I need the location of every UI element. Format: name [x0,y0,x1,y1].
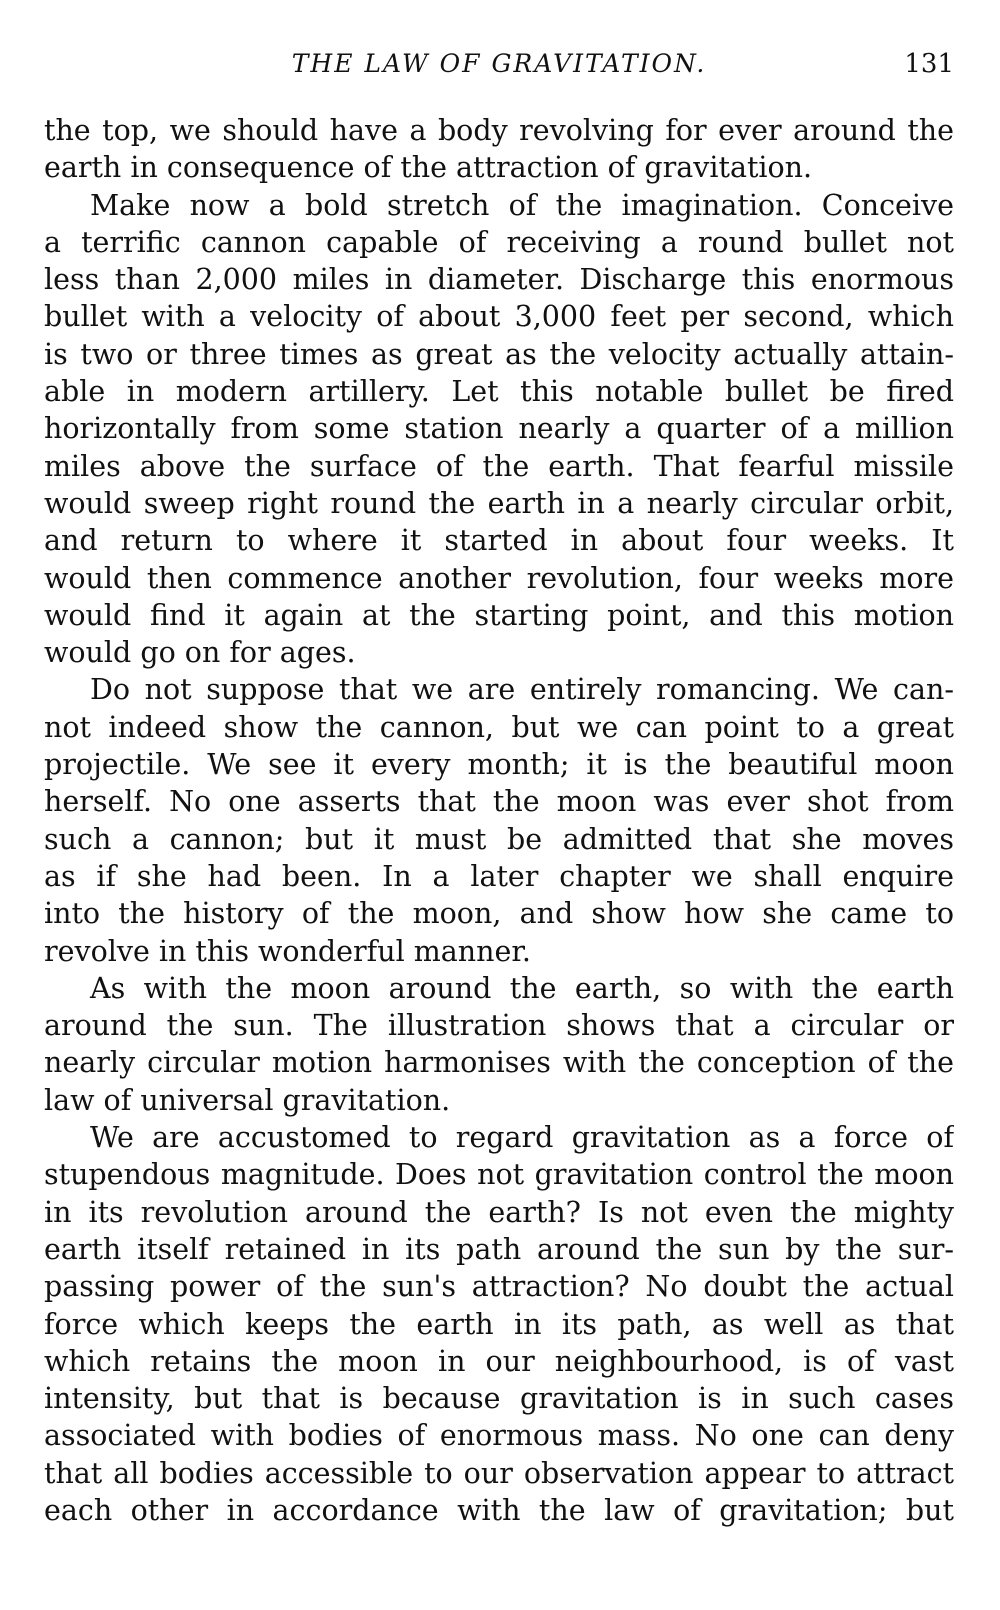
text-line: such a cannon; but it must be admitted that she moves [44,822,954,856]
text-line: Make now a bold stretch of the imagination. Conceive [90,188,954,222]
page-number: 131 [904,49,954,79]
text-line: Do not suppose that we are entirely romancing. We can- [90,673,954,707]
text-line: that all bodies accessible to our observation appear to attract [44,1456,954,1490]
text-line: less than 2,000 miles in diameter. Discharge this enormous [44,263,954,297]
text-line: would then commence another revolution, four weeks more [44,561,954,595]
text-line: a terrific cannon capable of receiving a round bullet not [44,225,954,259]
text-line: We are accustomed to regard gravitation as a force of [90,1121,954,1155]
text-line: which retains the moon in our neighbourhood, is of vast [44,1344,954,1378]
text-line: able in modern artillery. Let this notable bullet be fired [44,375,954,409]
text-line: law of universal gravitation. [44,1083,451,1117]
text-line: into the history of the moon, and show how she came to [44,897,954,931]
text-line: revolve in this wonderful manner. [44,934,531,968]
text-line: and return to where it started in about four weeks. It [44,524,954,558]
text-line: bullet with a velocity of about 3,000 feet per second, which [44,300,954,334]
text-line: herself. No one asserts that the moon was ever shot from [44,785,954,819]
text-line: would go on for ages. [44,636,356,670]
text-line: as if she had been. In a later chapter we shall enquire [44,859,954,893]
text-line: stupendous magnitude. Does not gravitation control the moon [44,1158,954,1192]
text-line: nearly circular motion harmonises with the conception of the [44,1046,954,1080]
running-title: THE LAW OF GRAVITATION. [291,49,707,78]
text-line: would sweep right round the earth in a nearly circular orbit, [44,486,954,520]
text-line: is two or three times as great as the velocity actually attain- [44,337,954,371]
text-line: around the sun. The illustration shows that a circular or [44,1009,954,1043]
text-line: not indeed show the cannon, but we can point to a great [44,710,954,744]
text-line: projectile. We see it every month; it is the beautiful moon [44,748,954,782]
text-line: horizontally from some station nearly a quarter of a million [44,412,954,446]
text-line: earth in consequence of the attraction of gravitation. [44,151,813,185]
text-line: would find it again at the starting point, and this motion [44,598,954,632]
body-text [44,112,954,1529]
text-line: the top, we should have a body revolving for ever around the [44,114,954,147]
page-header [44,44,954,84]
text-line: each other in accordance with the law of gravitation; but [44,1493,954,1527]
text-line: intensity, but that is because gravitation is in such cases [44,1382,954,1416]
text-line: associated with bodies of enormous mass. No one can deny [44,1419,954,1453]
text-line: force which keeps the earth in its path, as well as that [44,1307,954,1341]
text-line: As with the moon around the earth, so with the earth [90,971,954,1005]
text-line: miles above the surface of the earth. That fearful missile [44,449,954,483]
text-line: in its revolution around the earth? Is not even the mighty [44,1195,954,1229]
text-line: passing power of the sun's attraction? No doubt the actual [44,1270,954,1304]
text-line: earth itself retained in its path around the sun by the sur- [44,1232,954,1266]
